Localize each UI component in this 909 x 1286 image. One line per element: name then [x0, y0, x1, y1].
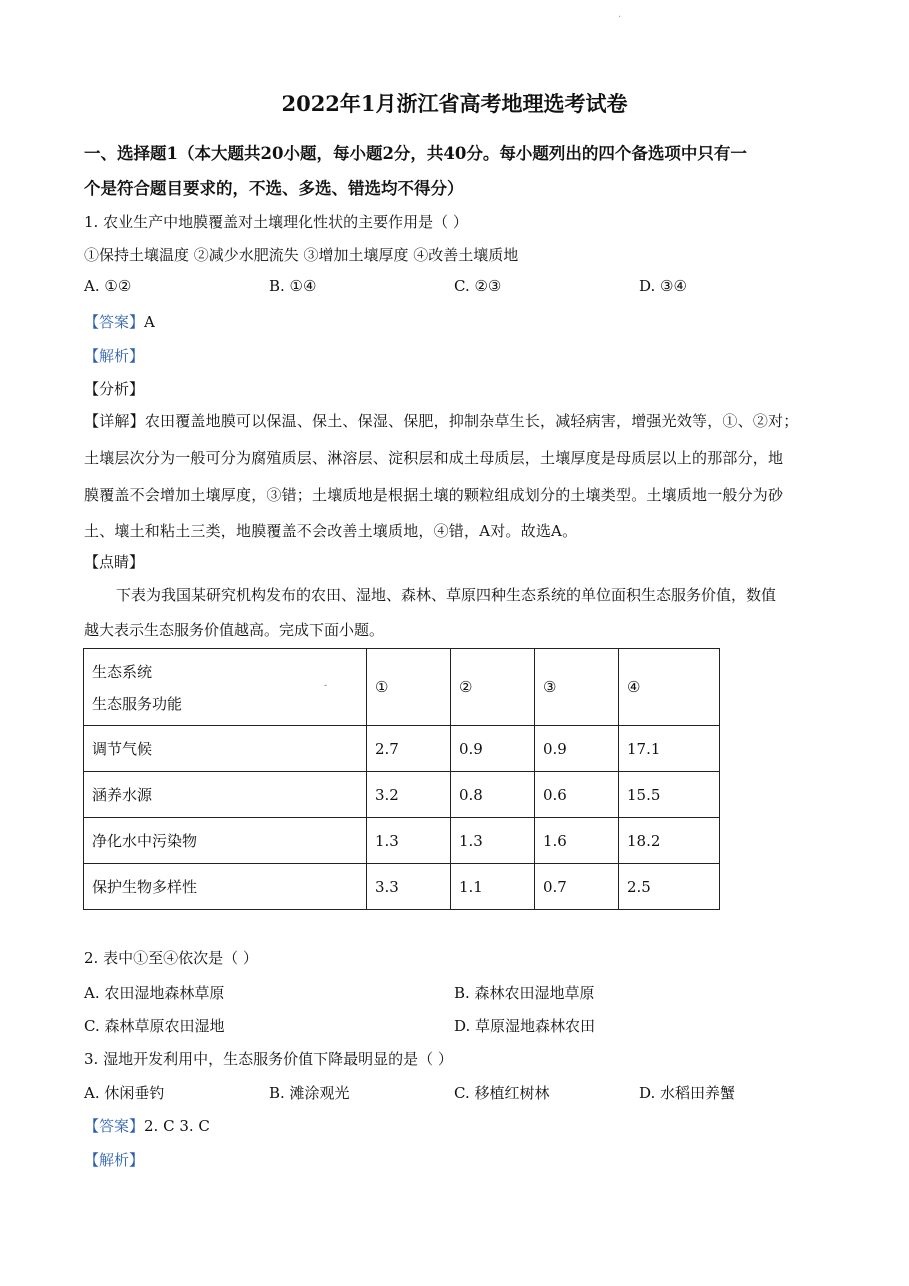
table-cell: 17.1: [619, 726, 720, 772]
q1-detail-line1: [84, 410, 798, 431]
table-cell: 1.3: [451, 818, 535, 864]
table-cell: 3.3: [367, 864, 451, 910]
answer-tag: 【答案】: [84, 313, 145, 331]
tail-answer-line: [84, 1115, 210, 1136]
q3-stem: 3. 湿地开发利用中，生态服务价值下降最明显的是（ ）: [84, 1050, 453, 1068]
q2-option-d: D. 草原湿地森林农田: [454, 1017, 596, 1035]
table-col-4: ④: [619, 649, 720, 726]
q1-option-a: A. ①②: [84, 277, 132, 295]
section-heading-line1: 一、选择题1（本大题共20小题，每小题2分，共40分。每小题列出的四个备选项中只有一: [84, 144, 747, 163]
table-cell: 15.5: [619, 772, 720, 818]
q1-option-d: D. ③④: [639, 277, 687, 295]
table-header-corner: [84, 649, 367, 726]
section-heading-line2: 个是符合题目要求的，不选、多选、错选均不得分）: [84, 179, 464, 198]
row-label: 调节气候: [84, 726, 367, 772]
table-cell: 0.6: [535, 772, 619, 818]
tail-analysis-tag: 【解析】: [84, 1151, 145, 1169]
q2-option-b: B. 森林农田湿地草原: [454, 984, 595, 1002]
table-row: [84, 772, 720, 818]
header-function-label: 生态服务功能: [92, 695, 183, 713]
q1-detail-line4: 土、壤土和粘土三类，地膜覆盖不会改善土壤质地，④错，A对。故选A。: [84, 522, 578, 540]
table-cell: 1.6: [535, 818, 619, 864]
q1-detail-line3: 膜覆盖不会增加土壤厚度，③错；土壤质地是根据土壤的颗粒组成划分的土壤类型。土壤质地一般分为砂: [84, 486, 784, 504]
table-cell: 0.9: [535, 726, 619, 772]
table-cell: 1.3: [367, 818, 451, 864]
intro-line1: 下表为我国某研究机构发布的农田、湿地、森林、草原四种生态系统的单位面积生态服务价值，数值: [116, 586, 777, 604]
tail-answer-value: 2. C 3. C: [144, 1117, 210, 1135]
q1-fenxi-tag: 【分析】: [84, 380, 145, 398]
table-row: [84, 818, 720, 864]
table-cell: 3.2: [367, 772, 451, 818]
q2-option-c: C. 森林草原农田湿地: [84, 1017, 225, 1035]
q1-stem: 1. 农业生产中地膜覆盖对土壤理化性状的主要作用是（ ）: [84, 213, 468, 231]
q1-option-c: C. ②③: [454, 277, 502, 295]
page-title: 2022年1月浙江省高考地理选考试卷: [281, 91, 628, 116]
answer-tag: 【答案】: [84, 1117, 145, 1135]
detail-tag: 【详解】: [84, 412, 145, 430]
header-ecosystem-label: 生态系统: [92, 663, 153, 681]
table-row: [84, 726, 720, 772]
q1-dianjing-tag: 【点睛】: [84, 553, 145, 571]
q3-option-c: C. 移植红树林: [454, 1084, 550, 1102]
row-label: 净化水中污染物: [84, 818, 367, 864]
q2-option-a: A. 农田湿地森林草原: [84, 984, 225, 1002]
table-col-1: ①: [367, 649, 451, 726]
table-col-2: ②: [451, 649, 535, 726]
header-mark: -: [324, 681, 328, 691]
q1-items: ①保持土壤温度 ②减少水肥流失 ③增加土壤厚度 ④改善土壤质地: [84, 246, 519, 264]
q1-answer-line: [84, 311, 155, 332]
table-cell: 18.2: [619, 818, 720, 864]
ecosystem-table: [83, 648, 720, 910]
q3-option-b: B. 滩涂观光: [269, 1084, 350, 1102]
q2-stem: 2. 表中①至④依次是（ ）: [84, 949, 258, 967]
page-dot: ·: [618, 12, 622, 23]
row-label: 保护生物多样性: [84, 864, 367, 910]
q1-analysis-tag: 【解析】: [84, 347, 145, 365]
table-row: [84, 864, 720, 910]
table-cell: 0.8: [451, 772, 535, 818]
table-col-3: ③: [535, 649, 619, 726]
q3-option-d: D. 水稻田养蟹: [639, 1084, 736, 1102]
detail-text-1: 农田覆盖地膜可以保温、保土、保湿、保肥，抑制杂草生长，减轻病害，增强光效等，①、②对；: [144, 412, 799, 430]
table-cell: 2.5: [619, 864, 720, 910]
q1-option-b: B. ①④: [269, 277, 317, 295]
table-cell: 2.7: [367, 726, 451, 772]
table-cell: 0.9: [451, 726, 535, 772]
q1-detail-line2: 土壤层次分为一般可分为腐殖质层、淋溶层、淀积层和成土母质层，土壤厚度是母质层以上的那部分，地: [84, 449, 784, 467]
table-header-row: [84, 649, 720, 726]
row-label: 涵养水源: [84, 772, 367, 818]
intro-line2: 越大表示生态服务价值越高。完成下面小题。: [84, 621, 385, 639]
q3-option-a: A. 休闲垂钓: [84, 1084, 165, 1102]
q1-answer-value: A: [144, 313, 155, 331]
table-cell: 0.7: [535, 864, 619, 910]
table-cell: 1.1: [451, 864, 535, 910]
